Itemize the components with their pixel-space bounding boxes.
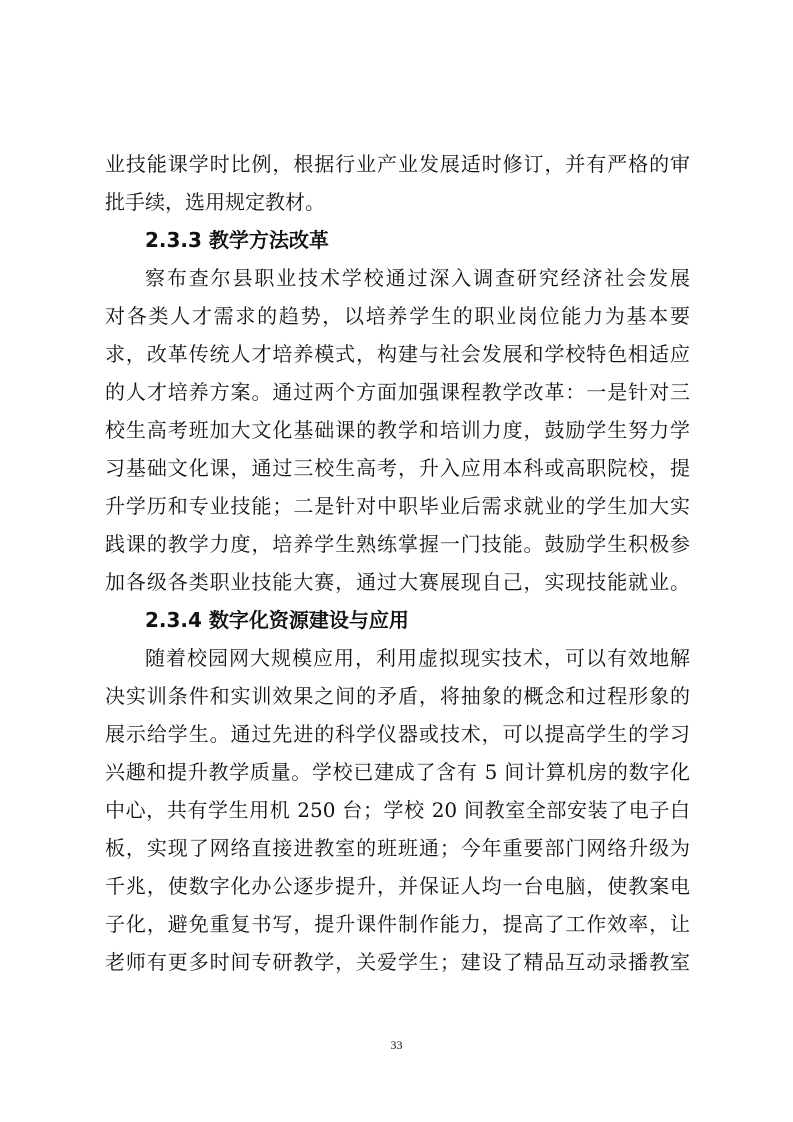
- page-number: 33: [390, 1038, 403, 1052]
- body-text-line: 批手续，选用规定教材。: [105, 190, 325, 214]
- body-text-line: 对各类人才需求的趋势，以培养学生的职业岗位能力为基本要: [105, 304, 690, 328]
- section-heading-2-3-3: 2.3.3 教学方法改革: [145, 228, 329, 252]
- body-text-line: 的人才培养方案。通过两个方面加强课程教学改革：一是针对三: [105, 380, 690, 404]
- body-text-line: 习基础文化课，通过三校生高考，升入应用本科或高职院校，提: [105, 456, 690, 480]
- body-text-line: 板，实现了网络直接进教室的班班通；今年重要部门网络升级为: [105, 836, 690, 860]
- body-text-line: 求，改革传统人才培养模式，构建与社会发展和学校特色相适应: [105, 342, 690, 366]
- body-text-line: 中心，共有学生用机 250 台；学校 20 间教室全部安装了电子白: [105, 798, 690, 822]
- body-text-line: 展示给学生。通过先进的科学仪器或技术，可以提高学生的学习: [105, 722, 690, 746]
- body-text-line: 子化，避免重复书写，提升课件制作能力，提高了工作效率，让: [105, 912, 690, 936]
- body-text-line: 升学历和专业技能；二是针对中职毕业后需求就业的学生加大实: [105, 494, 690, 518]
- body-text-line: 兴趣和提升教学质量。学校已建成了含有 5 间计算机房的数字化: [105, 760, 690, 784]
- body-text-line: 加各级各类职业技能大赛，通过大赛展现自己，实现技能就业。: [105, 570, 690, 594]
- body-text-line: 察布查尔县职业技术学校通过深入调查研究经济社会发展: [145, 266, 690, 290]
- body-text-line: 校生高考班加大文化基础课的教学和培训力度，鼓励学生努力学: [105, 418, 690, 442]
- body-text-line: 随着校园网大规模应用，利用虚拟现实技术，可以有效地解: [145, 646, 690, 670]
- body-text-line: 业技能课学时比例，根据行业产业发展适时修订，并有严格的审: [105, 152, 690, 176]
- body-text-line: 践课的教学力度，培养学生熟练掌握一门技能。鼓励学生积极参: [105, 532, 690, 556]
- body-text-line: 老师有更多时间专研教学，关爱学生；建设了精品互动录播教室: [105, 950, 690, 974]
- section-heading-2-3-4: 2.3.4 数字化资源建设与应用: [145, 608, 409, 632]
- body-text-line: 千兆，使数字化办公逐步提升，并保证人均一台电脑，使教案电: [105, 874, 690, 898]
- body-text-line: 决实训条件和实训效果之间的矛盾，将抽象的概念和过程形象的: [105, 684, 690, 708]
